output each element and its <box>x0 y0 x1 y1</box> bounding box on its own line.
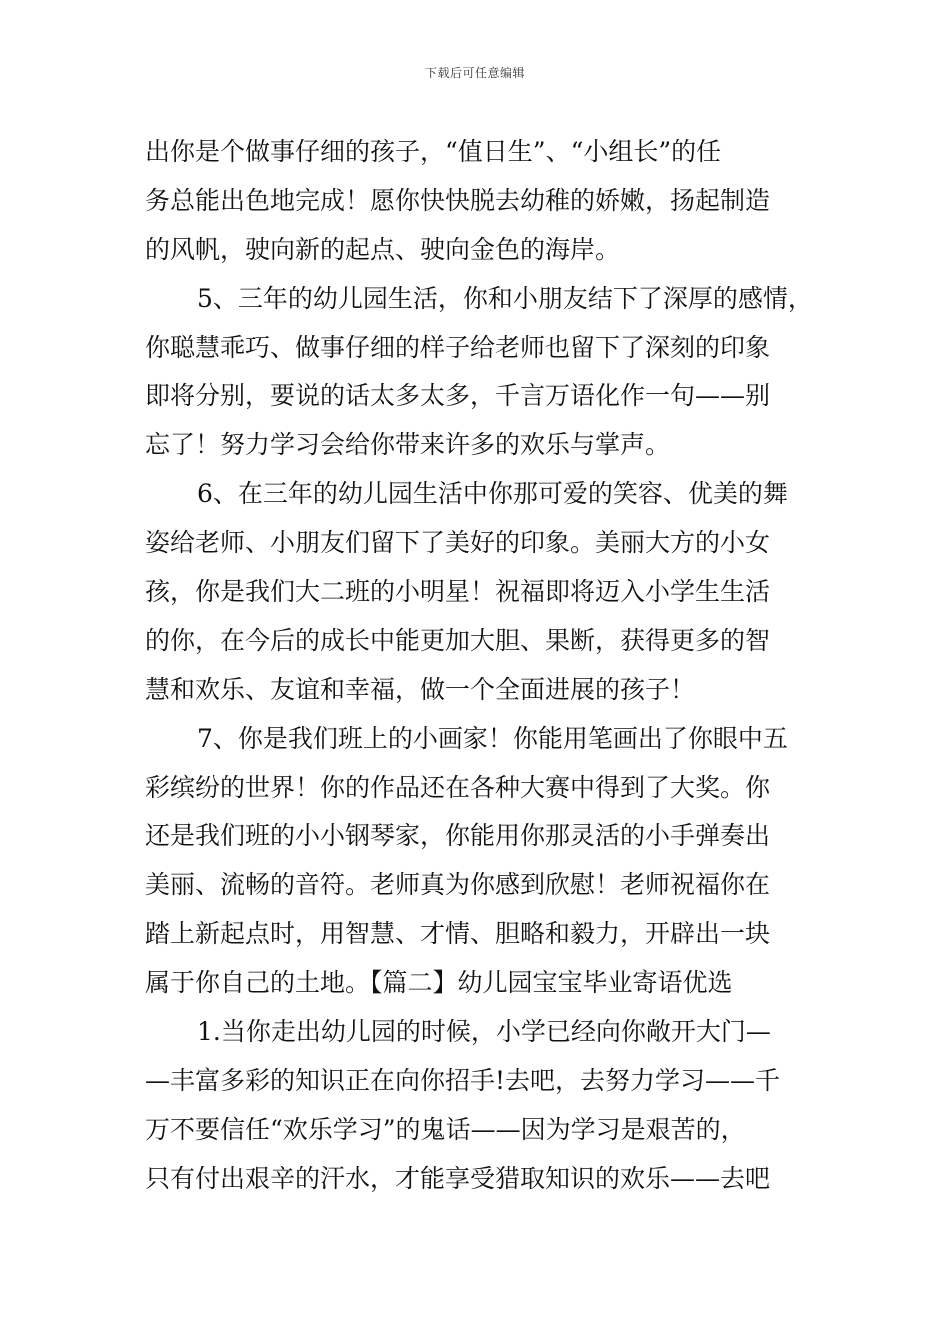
text-line: 的你，在今后的成长中能更加大胆、果断，获得更多的智 <box>145 625 771 655</box>
text-line: 彩缤纷的世界！你的作品还在各种大赛中得到了大奖。你 <box>145 772 771 802</box>
text-line: 只有付出艰辛的汗水，才能享受猎取知识的欢乐——去吧 <box>145 1163 771 1193</box>
text-line: 忘了！努力学习会给你带来许多的欢乐与掌声。 <box>145 430 671 460</box>
text-line: 还是我们班的小小钢琴家，你能用你那灵活的小手弹奏出 <box>145 821 771 851</box>
paragraph-start-line: 1.当你走出幼儿园的时候，小学已经向你敞开大门— <box>197 1017 771 1047</box>
text-line: 万不要信任“欢乐学习”的鬼话——因为学习是艰苦的， <box>145 1114 746 1144</box>
paragraph-start-line: 7、你是我们班上的小画家！你能用笔画出了你眼中五 <box>197 723 788 753</box>
text-line: 慧和欢乐、友谊和幸福，做一个全面进展的孩子！ <box>145 674 696 704</box>
text-line: 美丽、流畅的音符。老师真为你感到欣慰！老师祝福你在 <box>145 870 771 900</box>
text-line: 踏上新起点时，用智慧、才情、胆略和毅力，开辟出一块 <box>145 919 771 949</box>
text-line: 的风帆，驶向新的起点、驶向金色的海岸。 <box>145 234 621 264</box>
text-line: —丰富多彩的知识正在向你招手!去吧，去努力学习——千 <box>145 1065 781 1095</box>
text-line: 孩，你是我们大二班的小明星！祝福即将迈入小学生生活 <box>145 577 771 607</box>
page-header: 下载后可任意编辑 <box>424 66 525 80</box>
text-line: 姿给老师、小朋友们留下了美好的印象。美丽大方的小女 <box>145 528 771 558</box>
text-line: 务总能出色地完成！愿你快快脱去幼稚的娇嫩，扬起制造 <box>145 185 771 215</box>
document-body <box>145 128 815 1204</box>
text-line: 你聪慧乖巧、做事仔细的样子给老师也留下了深刻的印象 <box>145 332 771 362</box>
paragraph-start-line: 6、在三年的幼儿园生活中你那可爱的笑容、优美的舞 <box>197 479 788 509</box>
text-line: 即将分别，要说的话太多太多，千言万语化作一句——别 <box>145 381 771 411</box>
text-line: 出你是个做事仔细的孩子，“值日生”、“小组长”的任 <box>145 137 722 166</box>
paragraph-start-line: 5、三年的幼儿园生活，你和小朋友结下了深厚的感情， <box>197 283 813 313</box>
text-line: 属于你自己的土地。【篇二】幼儿园宝宝毕业寄语优选 <box>145 968 733 998</box>
